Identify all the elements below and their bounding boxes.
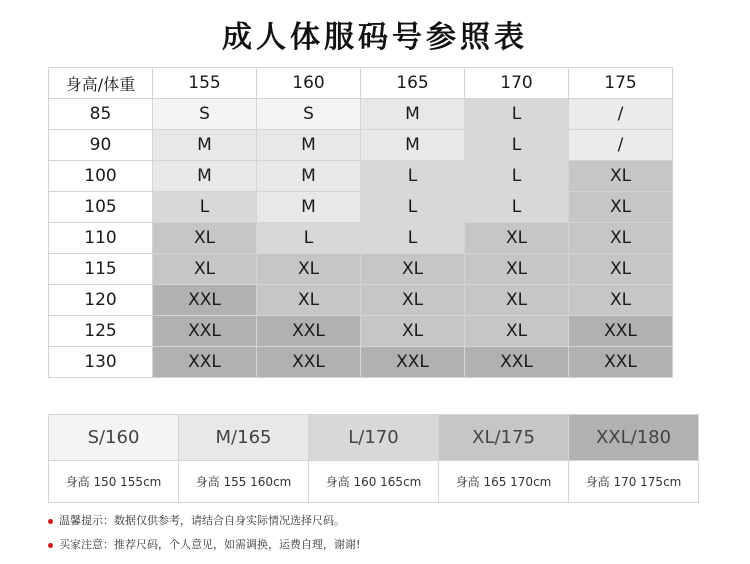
note-tip — [48, 513, 360, 537]
weight-label: 130 — [49, 347, 153, 378]
size-cell: XL — [569, 161, 673, 192]
size-cell: XXL — [569, 347, 673, 378]
size-cell: M — [153, 161, 257, 192]
header-height: 165 — [361, 68, 465, 99]
table-row — [49, 254, 673, 285]
size-cell: XL — [153, 254, 257, 285]
size-cell: L — [465, 161, 569, 192]
size-label: M/165 — [179, 415, 309, 461]
size-cell: M — [257, 161, 361, 192]
page-title: 成人体服码号参照表 — [222, 20, 528, 55]
size-cell: XL — [153, 223, 257, 254]
header-height: 155 — [153, 68, 257, 99]
header-height: 170 — [465, 68, 569, 99]
size-cell: XL — [569, 254, 673, 285]
size-cell: XXL — [153, 347, 257, 378]
size-cell: XXL — [153, 316, 257, 347]
table-row — [49, 316, 673, 347]
size-label: XXL/180 — [569, 415, 699, 461]
header-corner: 身高/体重 — [49, 68, 153, 99]
size-label: XL/175 — [439, 415, 569, 461]
size-cell: XL — [361, 285, 465, 316]
size-cell: L — [361, 223, 465, 254]
height-range: 身高 165 170cm — [439, 461, 569, 503]
weight-label: 90 — [49, 130, 153, 161]
notes — [48, 513, 360, 561]
size-cell: XL — [257, 285, 361, 316]
size-cell: XXL — [465, 347, 569, 378]
weight-label: 110 — [49, 223, 153, 254]
size-cell: L — [465, 130, 569, 161]
size-cell: XXL — [361, 347, 465, 378]
size-cell: L — [465, 192, 569, 223]
height-range: 身高 170 175cm — [569, 461, 699, 503]
table-row — [49, 223, 673, 254]
header-height: 175 — [569, 68, 673, 99]
size-cell: XXL — [569, 316, 673, 347]
size-cell: L — [153, 192, 257, 223]
size-cell: XL — [465, 223, 569, 254]
weight-label: 100 — [49, 161, 153, 192]
height-range: 身高 150 155cm — [49, 461, 179, 503]
weight-label: 125 — [49, 316, 153, 347]
height-range: 身高 160 165cm — [309, 461, 439, 503]
size-cell: M — [361, 99, 465, 130]
size-chart-table — [48, 67, 673, 378]
size-cell: XL — [465, 285, 569, 316]
size-cell: L — [361, 161, 465, 192]
table-row — [49, 347, 673, 378]
table-row — [49, 99, 673, 130]
size-label: L/170 — [309, 415, 439, 461]
weight-label: 115 — [49, 254, 153, 285]
size-range-table — [48, 414, 699, 503]
note-buyer — [48, 537, 360, 561]
size-cell: XL — [569, 192, 673, 223]
size-cell: XL — [361, 254, 465, 285]
height-range: 身高 155 160cm — [179, 461, 309, 503]
size-cell: XL — [569, 223, 673, 254]
size-cell: / — [569, 99, 673, 130]
weight-label: 120 — [49, 285, 153, 316]
table-row — [49, 192, 673, 223]
size-cell: M — [257, 130, 361, 161]
size-cell: M — [361, 130, 465, 161]
size-cell: XXL — [257, 316, 361, 347]
size-cell: XXL — [257, 347, 361, 378]
size-cell: L — [361, 192, 465, 223]
size-cell: S — [257, 99, 361, 130]
size-cell: M — [153, 130, 257, 161]
table-row — [49, 161, 673, 192]
size-cell: XL — [465, 254, 569, 285]
size-label: S/160 — [49, 415, 179, 461]
size-cell: S — [153, 99, 257, 130]
table-row — [49, 130, 673, 161]
weight-label: 85 — [49, 99, 153, 130]
table-row — [49, 285, 673, 316]
size-cell: XL — [465, 316, 569, 347]
bullet-dot-icon — [48, 543, 53, 548]
header-height: 160 — [257, 68, 361, 99]
note-text: 温馨提示：数据仅供参考，请结合自身实际情况选择尺码。 — [59, 514, 345, 527]
size-cell: XL — [361, 316, 465, 347]
size-cell: M — [257, 192, 361, 223]
size-cell: XL — [569, 285, 673, 316]
header-row — [49, 68, 673, 99]
size-cell: L — [465, 99, 569, 130]
size-cell: L — [257, 223, 361, 254]
size-cell: / — [569, 130, 673, 161]
size-cell: XL — [257, 254, 361, 285]
size-cell: XXL — [153, 285, 257, 316]
weight-label: 105 — [49, 192, 153, 223]
bullet-dot-icon — [48, 519, 53, 524]
note-text: 买家注意：推荐尺码，个人意见，如需调换，运费自理，谢谢! — [59, 538, 361, 551]
